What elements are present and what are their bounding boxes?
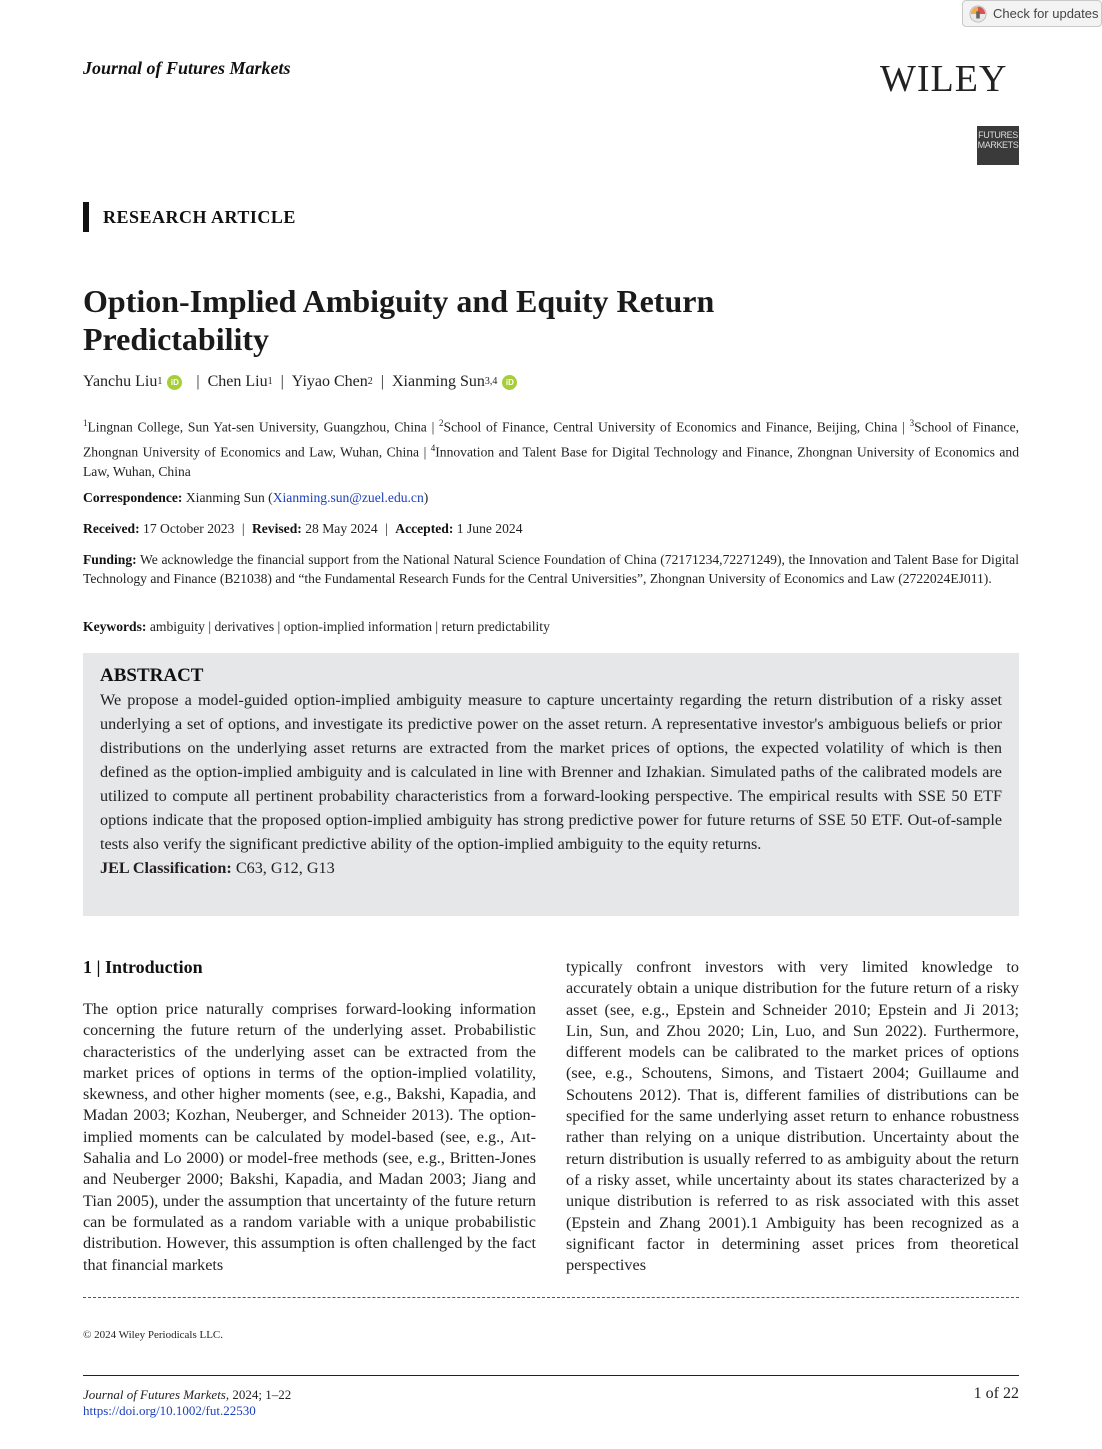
check-for-updates-button[interactable] (962, 0, 1102, 27)
journal-name: Journal of Futures Markets (83, 58, 291, 78)
affiliations (83, 413, 1019, 482)
affiliation: Innovation and Talent Base for Digital Technology and Finance, Zhongnan University of Economics and Law, Wuhan, China (83, 444, 1019, 480)
check-updates-icon (969, 5, 987, 23)
keywords (83, 617, 1019, 636)
accepted-label: Accepted: (395, 521, 454, 536)
footnote-divider (83, 1297, 1019, 1298)
accepted-date: 1 June 2024 (456, 521, 523, 536)
affil-sup: 1 (83, 418, 88, 428)
author-affil-sup: 1 (157, 376, 163, 387)
date-separator: | (241, 521, 245, 536)
footer-volume: 2024; 1–22 (232, 1387, 292, 1402)
correspondence: Correspondence: Xianming Sun (Xianming.sun@zuel.edu.cn) (83, 490, 429, 505)
keywords-label: Keywords: (83, 619, 147, 634)
body-column-left (83, 957, 536, 1276)
revised-date: 28 May 2024 (305, 521, 378, 536)
footer-journal: Journal of Futures Markets, (83, 1387, 230, 1402)
correspondence-name: Xianming Sun (185, 490, 265, 505)
affil-sup: 4 (430, 442, 436, 453)
funding (83, 550, 1019, 588)
author-list (83, 371, 523, 393)
section-heading-introduction: 1 | Introduction (83, 957, 203, 977)
keywords-text: ambiguity | derivatives | option-implied information | return predictability (149, 619, 550, 634)
funding-label: Funding: (83, 552, 137, 567)
author-name[interactable]: Chen Liu (207, 373, 268, 390)
abstract-text: We propose a model-guided option-implied ambiguity measure to capture uncertainty regarding the return distribution of a risky asset underlying a set of options, and investigate its predictive power on the asset return. A representative investor's ambiguous beliefs or prior distributions on the underlying asset returns are extracted from the market prices of options, the expected volatility of which is then defined as the option-implied ambiguity and is calculated in line with Brenner and Izhakian. Simulated paths of the calibrated models are utilized to compute all pertinent probability characteristics from a forward-looking perspective. The empirical results with SSE 50 ETF options indicate that the proposed option-implied ambiguity has strong predictive power for future returns of SSE 50 ETF. Out-of-sample tests also verify the significant predictive ability of the option-implied ambiguity to the equity returns. (100, 691, 1002, 853)
affil-separator: | (423, 444, 427, 460)
affiliation: School of Finance, Zhongnan University of Economics and Law, Wuhan, China (83, 419, 1020, 460)
intro-paragraph-continued: typically confront investors with very limited knowledge to accurately obtain a unique distribution for the future return of a risky asset (see, e.g., Epstein and Schneider 2010; Epstein and Ji 2013; Lin, Sun, and Zhou 2020; Lin, Luo, and Sun 2022). Furthermore, different models can be calibrated to the market prices of options (see, e.g., Schoutens, Simons, and Tistaert 2004; Guillaume and Schoutens 2012). That is, different families of distributions can be specified for the same underlying asset return to enhance robustness rather than relying on a unique distribution. Uncertainty about the return distribution is usually referred to as ambiguity about the return of a risky asset, while uncertainty about its states characterized by a unique distribution is referred to as risk associated with this asset (Epstein and Zhang 2001).1 Ambiguity has been recognized as a significant factor in determining asset prices from theoretical perspectives (566, 958, 1019, 1275)
jel-codes: C63, G12, G13 (235, 859, 335, 877)
received-date: 17 October 2023 (143, 521, 235, 536)
copyright-notice: © 2024 Wiley Periodicals LLC. (83, 1329, 223, 1341)
doi-link[interactable]: https://doi.org/10.1002/fut.22530 (83, 1403, 256, 1418)
jel-classification (100, 856, 1002, 880)
author-name[interactable]: Yanchu Liu (83, 373, 158, 390)
author-separator: | (196, 373, 200, 390)
orcid-icon[interactable]: iD (167, 375, 182, 390)
affil-separator: | (902, 419, 905, 435)
date-separator: | (385, 521, 388, 536)
orcid-icon[interactable]: iD (502, 375, 517, 390)
check-updates-label: Check for updates (993, 6, 1099, 21)
affil-sup: 3 (909, 418, 915, 428)
article-title: Option-Implied Ambiguity and Equity Return Predictability (83, 283, 715, 357)
affil-sup: 2 (439, 418, 444, 428)
author-affil-sup: 2 (367, 376, 373, 387)
affiliation: Lingnan College, Sun Yat-sen University, Guangzhou, China (87, 419, 427, 435)
affiliation: School of Finance, Central University of Economics and Finance, Beijing, China (443, 419, 898, 435)
footer-divider (83, 1375, 1019, 1376)
article-type-label: RESEARCH ARTICLE (83, 202, 296, 232)
correspondence-email-link[interactable]: Xianming.sun@zuel.edu.cn (272, 490, 424, 505)
correspondence-label: Correspondence: (83, 490, 183, 505)
article-dates (83, 519, 1019, 538)
author-separator: | (280, 373, 284, 390)
body-column-right (566, 957, 1019, 1276)
author-affil-sup: 1 (267, 376, 273, 387)
abstract-box (83, 653, 1019, 916)
journal-cover-thumbnail: FUTURES MARKETS (977, 126, 1019, 165)
revised-label: Revised: (251, 521, 302, 536)
page-number: 1 of 22 (973, 1385, 1019, 1402)
author-name[interactable]: Xianming Sun (391, 373, 485, 390)
author-separator: | (380, 373, 384, 390)
funding-text: We acknowledge the financial support from the National Natural Science Foundation of China (72171234,72271249), the Innovation and Talent Base for Digital Technology and Finance (B21038) and “the Fundamental Research Funds for the Central Universities”, Zhongnan University of Economics and Law (2722024EJ011). (83, 552, 1019, 586)
affil-separator: | (431, 419, 435, 435)
received-label: Received: (83, 521, 140, 536)
jel-label: JEL Classification: (100, 859, 232, 877)
footer-citation (83, 1387, 291, 1419)
intro-paragraph: The option price naturally comprises forward-looking information concerning the future return of the underlying asset. Probabilistic characteristics of the underlying asset can be extracted from the market prices of options in terms of the option-implied volatility, skewness, and other higher moments (see, e.g., Bakshi, Kapadia, and Madan 2003; Kozhan, Neuberger, and Schneider 2013). The option-implied moments can be calculated by model-based (see, e.g., Aıt-Sahalia and Lo 2000) or model-free methods (see, e.g., Britten-Jones and Neuberger 2000; Bakshi, Kapadia, and Madan 2003; Jiang and Tian 2005), under the assumption that uncertainty of the future return can be formulated as a random variable with a unique probabilistic distribution. However, this assumption is often challenged by the fact that financial markets (83, 1000, 536, 1274)
author-affil-sup: 3,4 (484, 376, 498, 387)
publisher-logo: WILEY (880, 58, 1008, 100)
author-name[interactable]: Yiyao Chen (291, 373, 368, 390)
abstract-heading: ABSTRACT (100, 665, 204, 686)
